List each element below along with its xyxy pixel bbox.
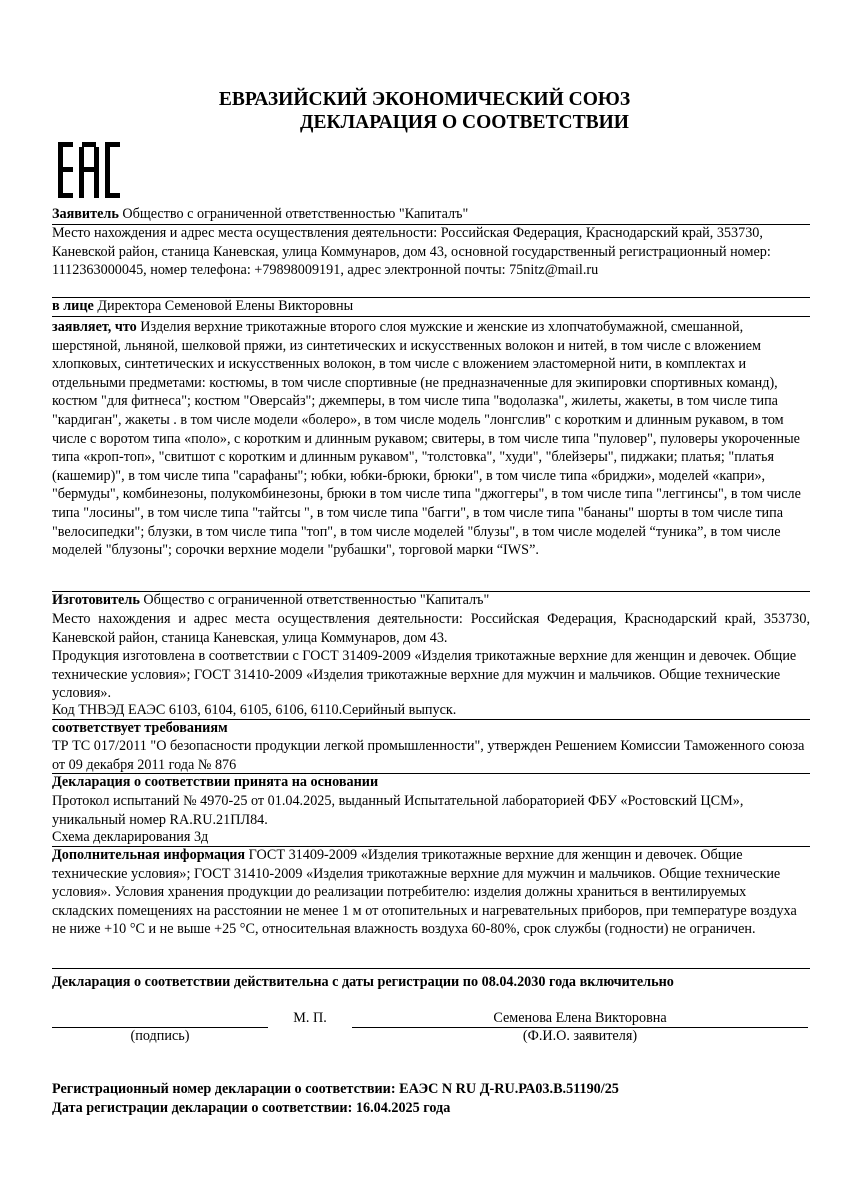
divider bbox=[52, 968, 810, 969]
union-title: ЕВРАЗИЙСКИЙ ЭКОНОМИЧЕСКИЙ СОЮЗ bbox=[218, 89, 631, 110]
seal-placeholder: М. П. bbox=[293, 1010, 327, 1026]
document-title: ДЕКЛАРАЦИЯ О СООТВЕТСТВИИ bbox=[300, 112, 629, 133]
applicant-line bbox=[52, 205, 810, 224]
manufacturer-standards: Продукция изготовлена в соответствии с ГОСТ 31409-2009 «Изделия трикотажные верхние для женщин и девочек. Общие технические условия»; ГОСТ 31410-2009 «Изделия трикотажные верхние для мужчин и мальчиков. Общие технические условия». bbox=[52, 648, 797, 702]
divider bbox=[52, 316, 810, 317]
manufacturer-value: Общество с ограниченной ответственностью "Капиталъ" bbox=[139, 592, 490, 608]
additional-label: Дополнительная информация bbox=[52, 847, 246, 863]
name-caption: (Ф.И.О. заявителя) bbox=[522, 1028, 638, 1044]
representative-label: в лице bbox=[52, 298, 94, 314]
product-description bbox=[52, 318, 810, 560]
basis-label: Декларация о соответствии принята на основании bbox=[52, 774, 379, 790]
applicant-value: Общество с ограниченной ответственностью "Капиталъ" bbox=[118, 206, 469, 222]
declaration-scheme: Схема декларирования 3д bbox=[52, 829, 209, 845]
applicant-label: Заявитель bbox=[52, 206, 119, 222]
representative-value: Директора Семеновой Елены Викторовны bbox=[93, 298, 354, 314]
manufacturer-address: Место нахождения и адрес места осуществления деятельности: Российская Федерация, Краснодарский край, 353730, Каневской район, станица Каневская, улица Коммунаров, дом 43. bbox=[52, 611, 810, 646]
test-protocol: Протокол испытаний № 4970-25 от 01.04.2025, выданный Испытательной лабораторией ФБУ «Ростовский ЦСМ», уникальный номер RA.RU.21ПЛ84. bbox=[52, 793, 744, 828]
declares-label: заявляет, что bbox=[52, 319, 137, 335]
signature-caption: (подпись) bbox=[130, 1028, 190, 1044]
representative-line bbox=[52, 297, 810, 316]
additional-info bbox=[52, 846, 810, 939]
additional-value: ГОСТ 31409-2009 «Изделия трикотажные верхние для женщин и девочек. Общие технические условия»; ГОСТ 31410-2009 «Изделия трикотажные верхние для мужчин и мальчиков. Общие технические условия». Условия хранения продукции до реализации потребителю: изделия должны храниться в вентилируемых складских помещениях на расстоянии не менее 1 м от отопительных и нагревательных приборов, при температуре воздуха не ниже +10 °С и не выше +25 °С, относительная влажность воздуха 60-80%, срок службы (годности) не ограничен. bbox=[52, 847, 797, 938]
tnved-code: Код ТНВЭД ЕАЭС 6103, 6104, 6105, 6106, 6110.Серийный выпуск. bbox=[52, 702, 457, 718]
applicant-name: Семенова Елена Викторовна bbox=[493, 1010, 667, 1026]
eac-logo-icon bbox=[58, 142, 120, 198]
requirements-value: ТР ТС 017/2011 "О безопасности продукции легкой промышленности", утвержден Решением Комиссии Таможенного союза от 09 декабря 2011 года № 876 bbox=[52, 738, 805, 773]
validity-statement: Декларация о соответствии действительна с даты регистрации по 08.04.2030 года включительно bbox=[52, 974, 674, 990]
manufacturer-line bbox=[52, 591, 810, 610]
registration-date: Дата регистрации декларации о соответствии: 16.04.2025 года bbox=[52, 1100, 451, 1116]
declares-value: Изделия верхние трикотажные второго слоя мужские и женские из хлопчатобумажной, смешанной, шерстяной, льняной, шелковой пряжи, из синтетических и искусственных волокон и нитей, в том числе с вложением хлопковых, синтетических и искусственных волокон, в том числе с вложением эластомерной нити, в комплектах и отдельными предметами: костюмы, в том числе спортивные (не предназначенные для экипировки спортивных команд), костюм "для фитнеса"; костюм "Оверсайз"; джемперы, в том числе типа "водолазка", жилеты, жакеты, в том числе типа "кардиган", жакеты . в том числе модели «болеро», в том числе модель "лонгслив" с коротким и длинным рукавом, в том числе с воротом типа «поло», с коротким и длинным рукавом; свитеры, в том числе типа "пуловер", пуловеры укороченные типа «кроп-топ», "свитшот с коротким и длинным рукавом", "толстовка", "худи", "блейзеры", пиджаки; платья; "платья (кашемир)", в том числе типа "сарафаны"; юбки, юбки-брюки, брюки", в том числе типа «бриджи», моделей «капри», "бермуды", комбинезоны, полукомбинезоны, брюки в том числе типа "джоггеры", в том числе типа "леггинсы", в том числе типа "лосины", в том числе типа "тайтсы ", в том числе типа "багги", в том числе типа "бананы" шорты в том числе типа "велосипедки"; блузки, в том числе типа "топ", в том числе моделей "блузы", в том числе моделей “туника”, в том числе моделей "блузоны"; сорочки верхние модели "рубашки", торговой марки “IWS”. bbox=[52, 319, 801, 559]
registration-number: Регистрационный номер декларации о соответствии: ЕАЭС N RU Д-RU.РА03.В.51190/25 bbox=[52, 1081, 619, 1097]
requirements-label: соответствует требованиям bbox=[52, 720, 228, 736]
applicant-address: Место нахождения и адрес места осуществления деятельности: Российская Федерация, Краснодарский край, 353730, Каневской район, станица Каневская, улица Коммунаров, дом 43, основной государственный регистрационный номер: 1112363000045, номер телефона: +79898009191, адрес электронной почты: 75nitz@mail.ru bbox=[52, 225, 771, 279]
manufacturer-label: Изготовитель bbox=[52, 592, 140, 608]
